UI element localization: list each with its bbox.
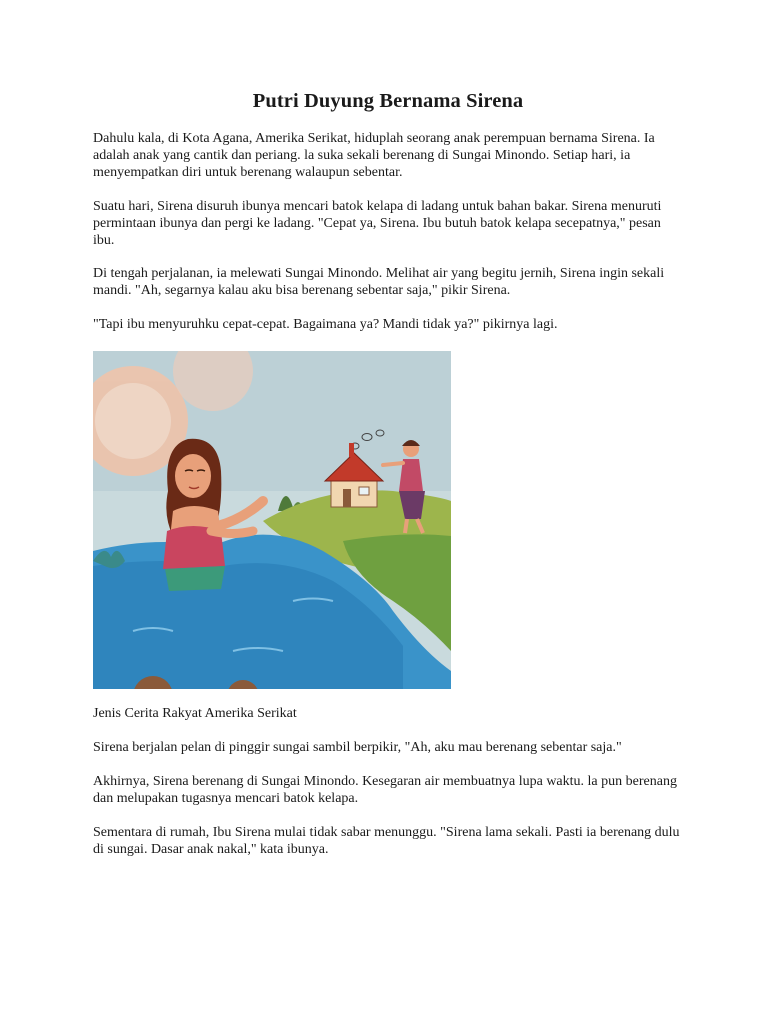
paragraph: Dahulu kala, di Kota Agana, Amerika Serikat, hiduplah seorang anak perempuan bernama Sirena. Ia adalah anak yang cantik dan periang. la suka sekali berenang di Sungai Minondo. Setiap hari, ia menyempatkan diri untuk berenang walaupun sebentar.: [93, 131, 655, 180]
paragraph: Sementara di rumah, Ibu Sirena mulai tidak sabar menunggu. "Sirena lama sekali. Pasti ia berenang dulu di sungai. Dasar anak nakal," kata ibunya.: [93, 824, 680, 857]
paragraph: Sirena berjalan pelan di pinggir sungai sambil berpikir, "Ah, aku mau berenang sebentar saja.": [93, 740, 622, 756]
document-page: [93, 88, 683, 876]
story-title: Putri Duyung Bernama Sirena: [252, 90, 524, 112]
paragraph: Akhirnya, Sirena berenang di Sungai Minondo. Kesegaran air membuatnya lupa waktu. la pun berenang dan melupakan tugasnya mencari batok kelapa.: [93, 773, 677, 806]
image-caption: Jenis Cerita Rakyat Amerika Serikat: [93, 706, 297, 722]
story-illustration: [93, 351, 451, 689]
paragraph: "Tapi ibu menyuruhku cepat-cepat. Bagaimana ya? Mandi tidak ya?" pikirnya lagi.: [93, 317, 558, 333]
paragraph: Di tengah perjalanan, ia melewati Sungai Minondo. Melihat air yang begitu jernih, Sirena ingin sekali mandi. "Ah, segarnya kalau aku bisa berenang sebentar saja," pikir Sirena.: [93, 266, 665, 299]
paragraph: Suatu hari, Sirena disuruh ibunya mencari batok kelapa di ladang untuk bahan bakar. Sirena menuruti permintaan ibunya dan pergi ke ladang. "Cepat ya, Sirena. Ibu butuh batok kelapa secepatnya," pesan ibu.: [93, 198, 662, 248]
